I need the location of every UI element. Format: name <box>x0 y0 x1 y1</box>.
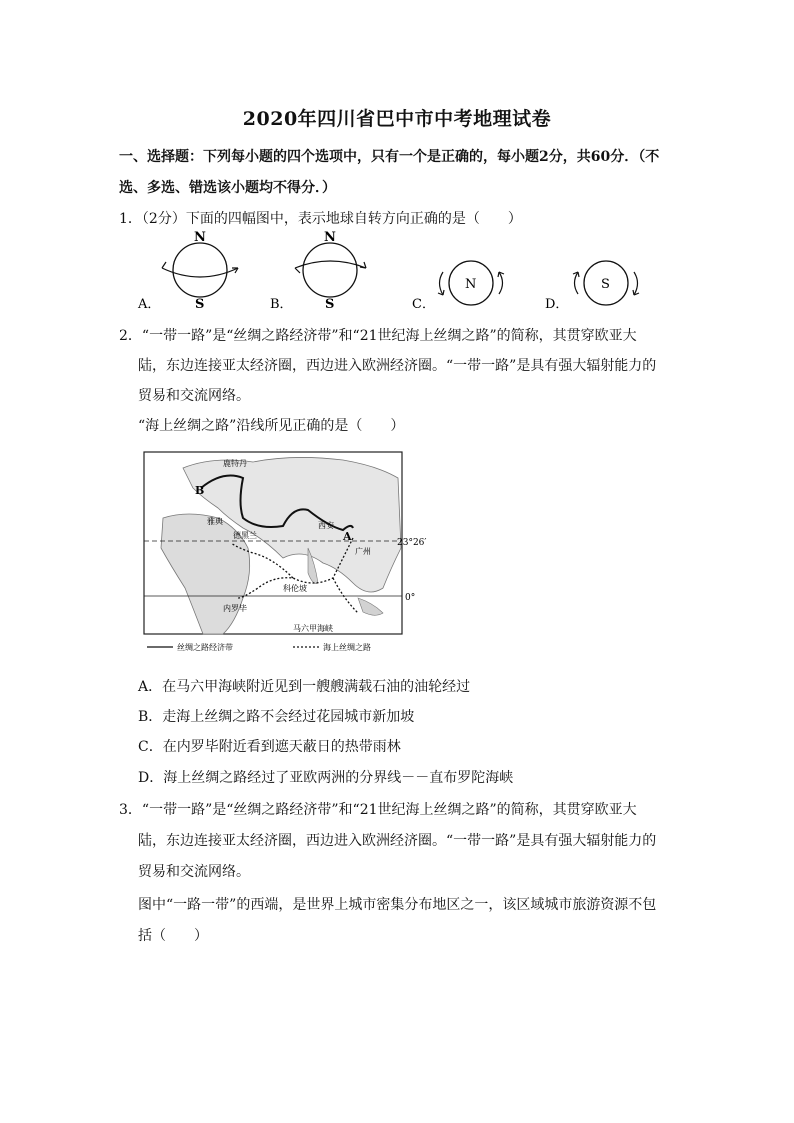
q2-option-a: A．在马六甲海峡附近见到一艘艘满载石油的油轮经过 <box>138 679 471 695</box>
strait-label-malacca: 马六甲海峡 <box>293 624 333 633</box>
section-heading-line-1: 一、选择题：下列每小题的四个选项中，只有一个是正确的，每小题2分，共60分．（不 <box>119 149 660 165</box>
point-b-label: B <box>195 484 205 497</box>
globe-circle <box>173 243 227 297</box>
city-label-tehran: 德黑兰 <box>233 531 257 540</box>
q3-stem-line-1: 3．“一带一路”是“丝绸之路经济带”和“21世纪海上丝绸之路”的简称，其贯穿欧亚大 <box>119 802 637 818</box>
q3-stem-line-3: 贸易和交流网络。 <box>138 864 250 880</box>
q2-option-d: D．海上丝绸之路经过了亚欧两洲的分界线－－直布罗陀海峡 <box>138 770 514 786</box>
silk-road-map <box>143 448 443 660</box>
pole-label: N <box>465 277 477 292</box>
q2-option-b: B．走海上丝绸之路不会经过花园城市新加坡 <box>138 709 415 725</box>
q3-stem-line-2: 陆，东边连接亚太经济圈，西边进入欧洲经济圈。“一带一路”是具有强大辐射能力的 <box>138 833 657 849</box>
city-label-nairobi: 内罗毕 <box>223 604 247 613</box>
city-label-guangzhou: 广州 <box>355 547 371 556</box>
arrow-tail <box>162 262 166 268</box>
point-a-label: A <box>343 530 352 543</box>
arrow-tail <box>295 268 300 273</box>
q1-figure-b <box>270 230 366 312</box>
q1-figure-d <box>545 261 639 312</box>
globe-circle <box>303 243 357 297</box>
q1-option-b-label: B． <box>270 297 293 312</box>
q1-figure-c <box>412 261 504 312</box>
page-title: 2020年四川省巴中市中考地理试卷 <box>242 108 552 130</box>
q1-figure-a <box>137 230 238 312</box>
arrow-head-icon <box>360 262 366 268</box>
q2-stem-line-1: 2．“一带一路”是“丝绸之路经济带”和“21世纪海上丝绸之路”的简称，其贯穿欧亚大 <box>119 328 637 344</box>
q1-figure-row <box>130 228 670 316</box>
q1-option-a-label: A． <box>138 297 161 312</box>
tropic-label: 23°26′ <box>397 538 427 548</box>
south-label: S <box>325 297 335 312</box>
city-label-xian: 西安 <box>318 521 334 530</box>
city-label-colombo: 科伦坡 <box>283 584 307 593</box>
q1-option-c-label: C． <box>412 297 435 312</box>
legend-sea-label: 海上丝绸之路 <box>323 643 371 652</box>
city-label-rotterdam: 鹿特丹 <box>223 459 247 468</box>
south-label: S <box>195 297 205 312</box>
rotation-arrow-right <box>634 272 638 295</box>
rotation-arrow-left <box>440 272 444 295</box>
q1-option-d-label: D． <box>545 297 569 312</box>
equator-label: 0° <box>405 593 416 603</box>
q2-sub-question: “海上丝绸之路”沿线所见正确的是（ ） <box>138 418 405 434</box>
pole-label: S <box>601 277 610 292</box>
north-label: N <box>324 230 336 245</box>
q1-stem: 1．（2分）下面的四幅图中，表示地球自转方向正确的是（ ） <box>119 211 522 227</box>
q3-stem-line-4: 图中“一路一带”的西端，是世界上城市密集分布地区之一，该区域城市旅游资源不包 <box>138 897 657 913</box>
legend-land-label: 丝绸之路经济带 <box>177 643 233 652</box>
q2-stem-line-3: 贸易和交流网络。 <box>138 388 250 404</box>
north-label: N <box>194 230 206 245</box>
section-heading-line-2: 选、多选、错选该小题均不得分．） <box>119 180 336 196</box>
q2-option-c: C．在内罗毕附近看到遮天蔽日的热带雨林 <box>138 739 401 755</box>
rotation-arrow-left <box>575 272 579 294</box>
city-label-athens: 雅典 <box>207 517 223 526</box>
q3-stem-line-5: 括（ ） <box>138 928 208 944</box>
rotation-arrow-right <box>499 272 503 294</box>
q2-stem-line-2: 陆，东边连接亚太经济圈，西边进入欧洲经济圈。“一带一路”是具有强大辐射能力的 <box>138 358 657 374</box>
